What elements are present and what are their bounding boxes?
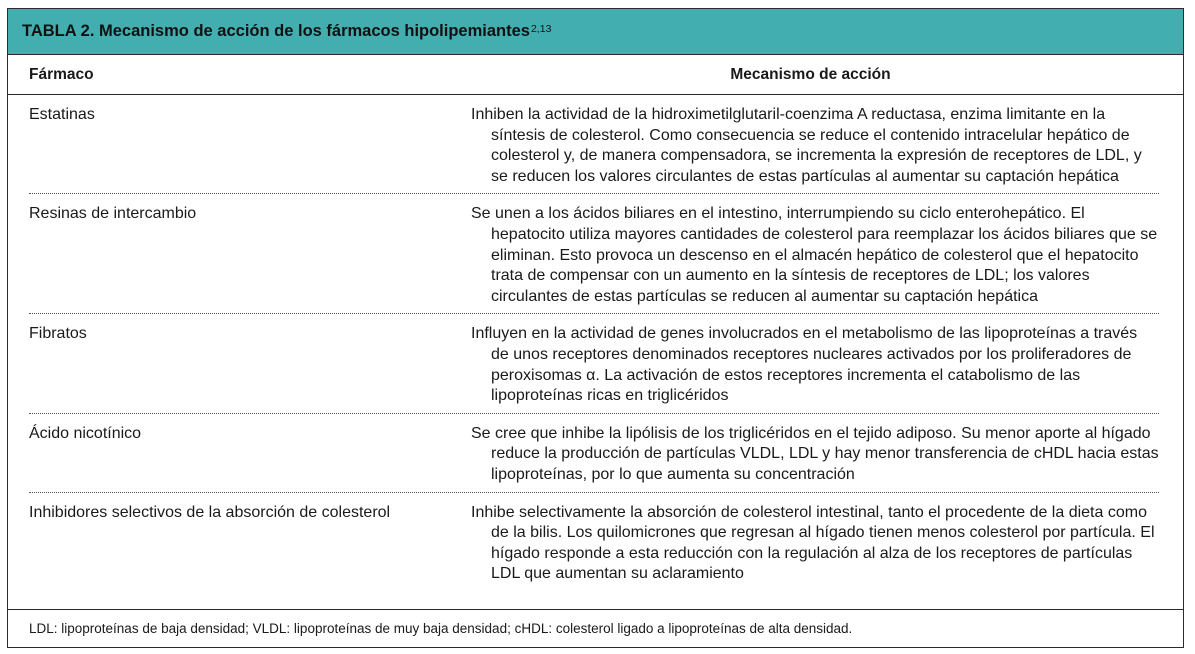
table-row bbox=[29, 194, 1159, 314]
drug-cell: Ácido nicotínico bbox=[29, 424, 142, 442]
title-references: 2,13 bbox=[530, 22, 552, 35]
table-row bbox=[29, 493, 1159, 591]
table-header-row bbox=[8, 55, 1183, 95]
column-header-drug: Fármaco bbox=[29, 65, 94, 83]
table-title: TABLA 2. Mecanismo de acción de los fármacos hipolipemiantes bbox=[22, 22, 530, 40]
table-footnote: LDL: lipoproteínas de baja densidad; VLDL: lipoproteínas de muy baja densidad; cHDL: colesterol ligado a lipoproteínas de alta densidad. bbox=[8, 609, 1183, 647]
column-header-mechanism: Mecanismo de acción bbox=[730, 65, 891, 83]
drug-mechanism-table bbox=[7, 8, 1184, 648]
table-title-bar bbox=[8, 9, 1183, 55]
drug-cell: Inhibidores selectivos de la absorción de colesterol bbox=[29, 503, 391, 521]
table-row bbox=[29, 95, 1159, 194]
mechanism-cell: Inhibe selectivamente la absorción de colesterol intestinal, tanto el procedente de la dieta como de la bilis. Los quilomicrones que regresan al hígado tienen menos colesterol por partícula. El hígado responde a esta reducción con la regulación al alza de los receptores de partículas LDL que aumentan su aclaramiento bbox=[471, 503, 1155, 583]
mechanism-cell: Influyen en la actividad de genes involucrados en el metabolismo de las lipoproteínas a través de unos receptores denominados receptores nucleares activados por los proliferadores de peroxisomas α. La activación de estos receptores incrementa el catabolismo de las lipoproteínas ricas en triglicéridos bbox=[471, 325, 1138, 405]
mechanism-cell: Se cree que inhibe la lipólisis de los triglicéridos en el tejido adiposo. Su menor aporte al hígado reduce la producción de partículas VLDL, LDL y hay menor transferencia de cHDL hacia estas lipoproteínas, por lo que aumenta su concentración bbox=[471, 424, 1159, 483]
mechanism-cell: Inhiben la actividad de la hidroximetilglutaril-coenzima A reductasa, enzima limitante en la síntesis de colesterol. Como consecuencia se reduce el contenido intracelular hepático de colesterol y, de manera compensadora, se incrementa la expresión de receptores de LDL, y se reducen los valores circulantes de estas partículas al aumentar su captación hepática bbox=[471, 106, 1142, 185]
table-row bbox=[29, 314, 1159, 413]
table-row bbox=[29, 414, 1159, 493]
drug-cell: Fibratos bbox=[29, 325, 87, 343]
mechanism-cell: Se unen a los ácidos biliares en el intestino, interrumpiendo su ciclo enterohepático. El hepatocito utiliza mayores cantidades de colesterol para reemplazar los ácidos biliares que se eliminan. Esto provoca un descenso en el almacén hepático de colesterol que el hepatocito trata de compensar con un aumento en la síntesis de receptores de LDL; los valores circulantes de estas partículas se reducen al aumentar su captación hepática bbox=[471, 205, 1158, 305]
drug-cell: Resinas de intercambio bbox=[29, 205, 197, 223]
drug-cell: Estatinas bbox=[29, 106, 95, 123]
